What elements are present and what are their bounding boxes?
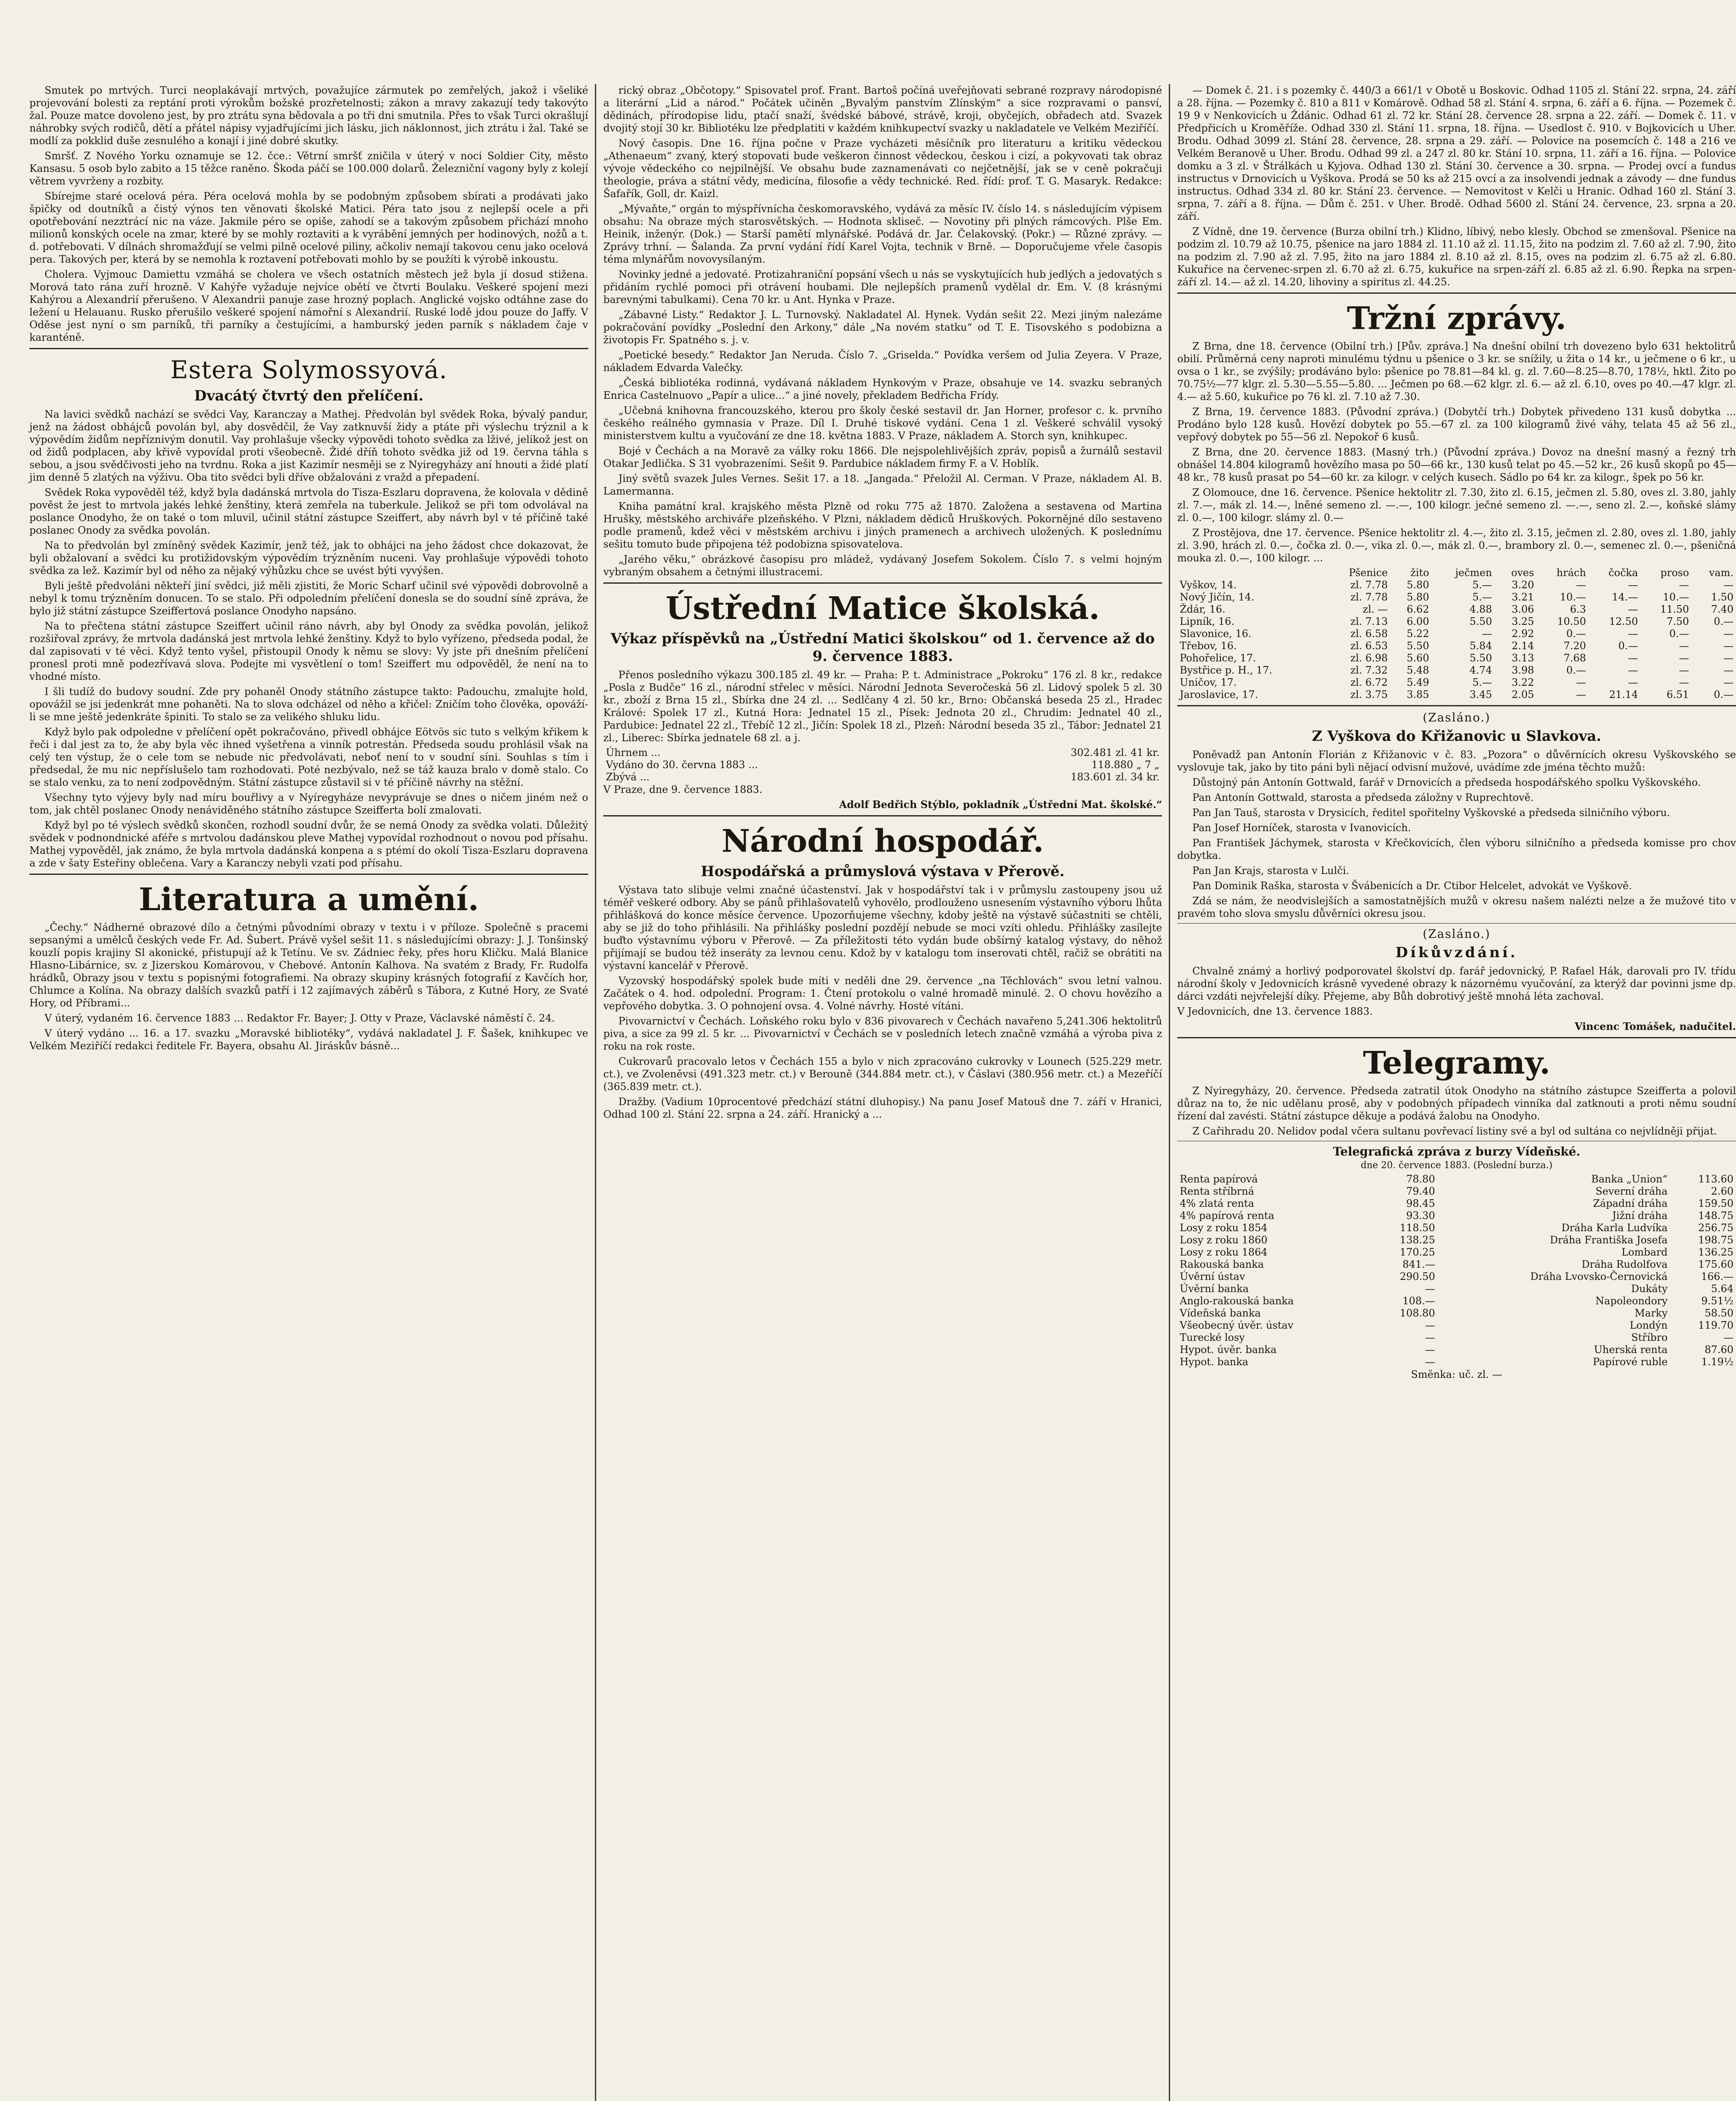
table-cell: 4% papírová renta bbox=[1180, 1210, 1274, 1222]
table-cell: — bbox=[1679, 640, 1689, 652]
market-paragraph: Z Brna, dne 18. července (Obilní trh.) [Pův. zpráva.] Na dnešní obilní trh dovezeno bylo 631 hektolitrů obilí. Průměrná ceny naproti minulému týdnu u pšenice o 3 kr. se snížily, u žita o 14 kr., u ječmene o 6 kr., u ovsa o 1 kr., se zvýšily; prodáváno bylo: pšenice po 78.81—84 kl. g. zl. 7.60—8.25—8.70, 178½, hktl. Žito po 70.75½—77 klgr. zl. 5.30—5.55—5.80. ... Ječmen po 68.—62 klgr. zl. 6.— až zl. 6.10, oves po 40.—47 klgr. zl. 4.— až 5.60, kukuřice po 76 kl. zl. 7.10 až 7.30. bbox=[1177, 340, 1736, 403]
literature-paragraph: V úterý vydáno ... 16. a 17. svazku „Moravské bibliotéky“, vydává nakladatel J. F. Šašek, knihkupec ve Velkém Meziříčí redakci ředitele Fr. Bayera, obsahu Al. Jiráskův básně... bbox=[29, 1027, 588, 1052]
matice-place-date: V Praze, dne 9. července 1883. bbox=[603, 784, 763, 795]
zaslano-label: (Zasláno.) bbox=[1423, 927, 1491, 941]
table-cell: — bbox=[1576, 579, 1586, 591]
table-cell: 148.75 bbox=[1698, 1210, 1733, 1222]
table-cell: 5.50 bbox=[1469, 616, 1492, 627]
table-cell: 138.25 bbox=[1399, 1234, 1435, 1246]
table-cell: — bbox=[1425, 1319, 1435, 1331]
table-cell: Hypot. banka bbox=[1180, 1356, 1249, 1368]
table-cell: Vyškov, 14. bbox=[1180, 579, 1237, 591]
table-cell: Pohořelice, 17. bbox=[1180, 652, 1256, 664]
table-cell: 113.60 bbox=[1698, 1173, 1733, 1185]
literature-paragraph: Kniha památní kral. krajského města Plzně od roku 775 až 1870. Založena a sestavena od Martina Hrušky, městského archiváře plzeňského. V Plzni, nákladem dědiců Hruškových. Pokornějné dílo sestaveno podle pramenů, kdež věci v městském archivu i jiných pramenech a archivech uložených. K poslednímu sešitu tomuto bude připojena též podobizna spisovatelova. bbox=[603, 500, 1162, 550]
table-cell: — bbox=[1628, 677, 1638, 688]
literature-paragraph: Novinky jedné a jedovaté. Protizahraniční popsání všech u nás se vyskytujících hub jedlých a jedovatých s přidáním rychlé pomoci při otrávení houbami. Dle nejlepších pramenů vydělal dr. Em. V. (8 krásnými barevnými tabulkami). Cena 70 kr. u Ant. Hynka v Praze. bbox=[603, 269, 1162, 305]
table-cell: Londýn bbox=[1629, 1319, 1668, 1331]
table-cell: Napoleondory bbox=[1595, 1295, 1668, 1307]
table-row bbox=[1177, 616, 1736, 628]
table-header-cell: vam. bbox=[1709, 567, 1733, 579]
table-cell: 4.74 bbox=[1469, 664, 1492, 676]
table-cell: Rakouská banka bbox=[1180, 1258, 1264, 1270]
table-cell: Vídeňská banka bbox=[1180, 1307, 1261, 1319]
table-cell: — bbox=[1679, 677, 1689, 688]
table-cell: zl. 6.58 bbox=[1350, 628, 1388, 640]
table-cell: Dukáty bbox=[1631, 1283, 1668, 1295]
table-cell: Hypot. úvěr. banka bbox=[1180, 1344, 1277, 1356]
literature-paragraph: „Česká bibliotéka rodinná, vydávaná nákladem Hynkovým v Praze, obsahuje ve 14. svazku sebraných Enrica Castelnuovo „Papír a ulice...“ a jiné novely, překladem Bedřicha Frídy. bbox=[603, 377, 1162, 401]
bourse-note: Směnka: uč. zl. — bbox=[1411, 1369, 1502, 1380]
table-cell: 3.21 bbox=[1512, 591, 1534, 603]
krizanovice-paragraph: Pan Jan Krajs, starosta v Lulči. bbox=[1192, 865, 1349, 877]
table-cell: 2.14 bbox=[1512, 640, 1534, 652]
section-heading-krizanovice: Z Vyškova do Křižanovic u Slavkova. bbox=[1312, 728, 1602, 745]
section-heading-dikuvzdani: Díkůvzdání. bbox=[1395, 944, 1518, 961]
literature-paragraph: Nový časopis. Dne 16. října počne v Praze vycházeti měsíčník pro literaturu a kritiku vědeckou „Athenaeum“ zvaný, který stopovati bude veškeron činnost vědeckou, českou i cizí, a pokyvovati tak obraz vývoje vědeckého co nejpilnější. Ve obsahu bude zaznamenávati co nejčetnější, jak se v ceně pokračuji theologie, práva a státní vědy, medicína, filosofie a vědy technické. Red. řídí: prof. T. G. Masaryk. Redakce: Šafařík, Goll, dr. Kaizl. bbox=[603, 137, 1162, 200]
table-cell: Renta papírová bbox=[1180, 1173, 1258, 1185]
zaslano-label: (Zasláno.) bbox=[1423, 711, 1491, 724]
table-cell: 3.98 bbox=[1512, 664, 1534, 676]
article-smrst: Smršť. Z Nového Yorku oznamuje se 12. čce.: Větrní smršť zničila v úterý v noci Soldier City, město Kansasu. 5 osob bylo zabito a 15 těžce raněno. Škoda páčí se 100.000 dolarů. Železniční vagony byly z kolejí větrem vyvrženy a rozbity. bbox=[29, 150, 588, 187]
table-cell: 6.00 bbox=[1407, 616, 1429, 627]
table-cell: 5.22 bbox=[1407, 628, 1429, 640]
table-row bbox=[1177, 640, 1736, 652]
table-cell: 2.92 bbox=[1512, 628, 1534, 640]
table-cell: 1.50 bbox=[1711, 591, 1733, 603]
matice-totals-table bbox=[603, 747, 1162, 783]
section-divider bbox=[1177, 292, 1736, 294]
table-cell: 93.30 bbox=[1406, 1210, 1435, 1222]
bourse-heading: Telegrafická zpráva z burzy Vídeňské. bbox=[1333, 1145, 1581, 1158]
table-cell: Renta stříbrná bbox=[1180, 1185, 1255, 1197]
table-cell: Všeobecný úvěr. ústav bbox=[1180, 1319, 1294, 1331]
table-header-cell bbox=[1177, 567, 1324, 579]
market-paragraph: Z Brna, dne 20. července 1883. (Masný trh.) (Původní zpráva.) Dovoz na dnešní masný a řezný trh obnášel 14.804 kilogramů hovězího masa po 50—66 kr., 130 kusů telat po 45.—52 kr., 26 kusů skopů po 45—48 kr., 78 kusů prasat po 54—60 kr. za kilogr. v celých kusech. Sádlo po 64 kr. za kilogr., špek po 56 kr. bbox=[1177, 446, 1736, 483]
table-cell: 0.— bbox=[1618, 640, 1638, 652]
table-cell: Třebov, 16. bbox=[1180, 640, 1237, 652]
table-cell: 7.20 bbox=[1563, 640, 1586, 652]
table-cell: Dráha Lvovsko-Černovická bbox=[1530, 1271, 1668, 1282]
bourse-table bbox=[1177, 1173, 1736, 1368]
table-cell: — bbox=[1679, 652, 1689, 664]
estera-paragraph: Svědek Roka vypověděl též, když byla dadánská mrtvola do Tisza-Eszlaru dopravena, že kolovala v dědině pověst že jest to mrtvola jakés lehké ženštiny, která zemřela na tuberkule. Jelikož se při tom odvolával na poslance Onodyho, že on také o tom mluvil, učinil státní zástupce Szeiffert, aby návrh byl v té příčině také poslanec Onody za svědka povolán. bbox=[29, 487, 588, 536]
table-row bbox=[1177, 628, 1736, 640]
estera-paragraph: Na to předvolán byl zmíněný svědek Kazimír, jenž též, jak to obhájci na jeho žádost chce dokazovat, že byli obžalovaní a svědci ku protižidovským výpovědím trýzněním nuceni. Vay prohlašuje výpovědi tohoto svědka za lež. Kazimír byl od něho za nějaký výhůzku chce se uvést býti vyvýšen. bbox=[29, 540, 588, 577]
literature-paragraph: „Učebná knihovna francouzského, kterou pro školy české sestavil dr. Jan Horner, profesor c. k. prvního českého reálného gymnasia v Praze. Díl I. Druhé tiskové vydání. Cena 1 zl. Veškeré schválil vysoký ministerstvem kultu a vyučování ze dne 18. května 1883. V Praze, nákladem A. Storch syn, knihkupec. bbox=[603, 405, 1162, 442]
table-cell: — bbox=[1482, 628, 1492, 640]
section-heading-matice: Ústřední Matice školská. bbox=[665, 590, 1100, 627]
table-row bbox=[1177, 1222, 1736, 1234]
auction-paragraph: — Domek č. 21. i s pozemky č. 440/3 a 661/1 v Obotě u Boskovic. Odhad 1105 zl. Stání 22. srpna, 24. září a 28. října. — Pozemky č. 810 a 811 v Komárově. Odhad 58 zl. Stání 4. srpna, 6. září a 6. října. — Pozemek č. 19 9 v Nenkovicích u Ždánic. Odhad 61 zl. 72 kr. Stání 28. července 28. srpna a 22. září. — Domek č. 11. v Předpřicích u Kroměříže. Odhad 330 zl. Stání 11. srpna, 18. října. — Usedlost č. 910. v Bojkovicích u Uher. Brodu. Odhad 3099 zl. Stání 28. července, 28. srpna a 29. září. — Polovice na posemcích č. 148 a 216 ve Velkém Beranově u Uher. Brodu. Odhad 99 zl. a 247 zl. 80 kr. Stání 10. srpna, 11. září a 16. října. — Polovice domku a 3 zl. v Štrálkách u Kyjova. Odhad 130 zl. Stání 30. července a 30. srpna. — Prodej ovcí a fundus instructus v Drnovicích u Vyškova. Prodá se 50 ks až 215 ovcí a za insolvendi jednak a závody — dne fundus instructus. Odhad 334 zl. 80 kr. Stání 23. července. — Nemovitost v Kelči u Hranic. Odhad 160 zl. Stání 3. srpna, 7. září a 8. října. — Dům č. 251. v Uher. Brodě. Odhad 5600 zl. Stání 24. července, 23. srpna a 20. září. bbox=[1177, 84, 1736, 222]
table-cell: Losy z roku 1854 bbox=[1180, 1222, 1268, 1234]
literature-paragraph: V úterý, vydaném 16. července 1883 ... Redaktor Fr. Bayer; J. Otty v Praze, Václavské náměstí č. 24. bbox=[45, 1012, 555, 1024]
table-cell: 198.75 bbox=[1698, 1234, 1733, 1246]
table-row bbox=[1177, 652, 1736, 664]
table-cell: Jaroslavice, 17. bbox=[1180, 689, 1258, 700]
table-cell: 79.40 bbox=[1406, 1185, 1435, 1197]
table-cell: Dráha Rudolfova bbox=[1581, 1258, 1668, 1270]
table-cell: — bbox=[1723, 640, 1733, 652]
article-pera: Sbírejme staré ocelová péra. Péra ocelová mohla by se podobným způsobem sbírati a prodávati jako špičky od doutníků a čistý výnos ten věnovati školské Matici. Péra tato jsou z nejlepší ocele a při opotřebování nezztrácí nic na váze. Jakmile péro se opiše, zahodí se a takovým způsobem přichází mnoho milionů konských ocele na zmar, které by se mohly roztaviti a k vyrábění jemných per hodinových, nožů a t. d. potřebovati. V dílnách shromažďují se velmi pilně ocelové piliny, ačkoliv nemají takovou cenu jako ocelová pera. Takových per, která by se nemohla k roztavení potřebovati mohlo by se použíti k výrobě inkoustu. bbox=[29, 190, 588, 265]
telegram-paragraph: Z Nyiregyházy, 20. července. Předseda zatratil útok Onodyho na státního zástupce Szeifferta a polovil důraz na to, že nic udělanu prosě, aby v podobných případech vinníka dal zatknouti a proti němu soudní řízení dal zavésti. Státní zástupce děkuje a podává žalobu na Onodyho. bbox=[1177, 1085, 1736, 1122]
table-cell: Úhrnem ... bbox=[606, 747, 661, 758]
dikuvzdani-paragraph: Chvalně známý a horlivý podporovatel školství dp. farář jedovnický, P. Rafael Hák, darovali pro IV. třídu národní školy v Jedovnicích krásně vyvedené obrazy k názornému vyučování, za kterýž dar povinni jsme dp. dárci vzdáti nejvřelejší díky. Přejeme, aby Bůh dobrotivý ještě mnohá léta zachoval. bbox=[1177, 965, 1736, 1002]
table-row bbox=[1177, 1307, 1736, 1319]
section-heading-telegramy: Telegramy. bbox=[1362, 1045, 1551, 1081]
table-cell: 5.60 bbox=[1407, 652, 1429, 664]
table-cell: 5.50 bbox=[1407, 640, 1429, 652]
table-cell: 3.25 bbox=[1512, 616, 1534, 627]
table-cell: zl. 6.72 bbox=[1350, 677, 1388, 688]
table-cell: 6.62 bbox=[1407, 603, 1429, 615]
table-cell: 14.— bbox=[1612, 591, 1638, 603]
table-row bbox=[1177, 689, 1736, 701]
table-cell: 21.14 bbox=[1609, 689, 1638, 700]
column-2 bbox=[603, 84, 1162, 2101]
table-cell: 5.48 bbox=[1407, 664, 1429, 676]
matice-subheading: Výkaz příspěvků na „Ústřední Matici školskou“ od 1. července až do 9. července 1883. bbox=[610, 630, 1155, 665]
table-header-cell: žito bbox=[1410, 567, 1429, 579]
table-row bbox=[1177, 1295, 1736, 1307]
table-cell: Anglo-rakouská banka bbox=[1180, 1295, 1294, 1307]
table-cell: Slavonice, 16. bbox=[1180, 628, 1252, 640]
column-rule bbox=[595, 84, 596, 2101]
table-cell: Lipník, 16. bbox=[1180, 616, 1235, 627]
table-cell: — bbox=[1723, 579, 1733, 591]
table-cell: 6.51 bbox=[1666, 689, 1689, 700]
table-cell: 12.50 bbox=[1609, 616, 1638, 627]
article-smutek: Smutek po mrtvých. Turci neoplakávají mrtvých, považujíce zármutek po zemřelých, jakož i všeliké projevování bolesti za reptání proti výrokům božské prozřetelnosti; zákon a mravy zakazují tedy takovýto žal. Pouze matce dovoleno jest, by pro ztrátu syna bědovala a po tři dni smutnila. Přes to však Turci okrašlují náhrobky svých rodičů, dětí a přátel nápisy vyjadřujícími jich lásku, jich náklonnost, jich ztrátu i žal. Také se modlí za pokklid duše zesnulého a konají i jiné dobré skutky. bbox=[29, 84, 588, 147]
krizanovice-paragraph: Zdá se nám, že neodvislejších a samostatnějších mužů v okresu našem nalézti nelze a že mužové tito v pravém toho slova smyslu důvěrníci okresu jsou. bbox=[1177, 895, 1736, 919]
table-cell: — bbox=[1723, 652, 1733, 664]
column-3 bbox=[1177, 84, 1736, 2101]
table-cell: Turecké losy bbox=[1180, 1332, 1245, 1343]
table-cell: zl. 7.32 bbox=[1350, 664, 1388, 676]
table-header-cell: čočka bbox=[1608, 567, 1638, 579]
table-cell: 6.3 bbox=[1570, 603, 1586, 615]
krizanovice-paragraph: Pan Jan Tauš, starosta v Drysicích, ředitel spořitelny Vyškovské a předseda silničního výboru. bbox=[1192, 807, 1670, 819]
table-cell: 0.— bbox=[1566, 664, 1586, 676]
table-cell: — bbox=[1576, 689, 1586, 700]
table-cell: Ždár, 16. bbox=[1180, 603, 1226, 615]
table-cell: Losy z roku 1864 bbox=[1180, 1246, 1268, 1258]
table-cell: Uničov, 17. bbox=[1180, 677, 1237, 688]
table-header-cell: proso bbox=[1660, 567, 1689, 579]
krizanovice-paragraph: Pan František Jáchymek, starosta v Křečkovicích, člen výboru silničního a předseda komisse pro chov dobytka. bbox=[1177, 837, 1736, 861]
table-cell: — bbox=[1723, 664, 1733, 676]
literature-paragraph: Bojé v Čechách a na Moravě za války roku 1866. Dle nejspolehlivějších zpráv, popisů a žurnálů sestavil Otakar Jedlička. S 31 vyobrazeními. Sešit 9. Pardubice nákladem firmy F. a V. Hoblík. bbox=[603, 445, 1162, 469]
table-row bbox=[1177, 1234, 1736, 1246]
market-paragraph: Z Prostějova, dne 17. července. Pšenice hektolitr zl. 4.—, žito zl. 3.15, ječmen zl. 2.80, oves zl. 1.80, jahly zl. 3.90, hrách zl. 0.—, čočka zl. 0.—, vika zl. 0.—, mák zl. 0.—, brambory zl. 0.—, semenec zl. 0.—, pšeničná mouka zl. 0.—, 100 kilogr. ... bbox=[1177, 527, 1736, 564]
telegram-paragraph: Z Cařihradu 20. Nelidov podal včera sultanu povřevací listiny své a byl od sultána co nejvlídněji přijat. bbox=[1192, 1125, 1717, 1137]
table-cell: 5.49 bbox=[1407, 677, 1429, 688]
table-cell: Severní dráha bbox=[1595, 1185, 1668, 1197]
section-heading-trzni: Tržní zprávy. bbox=[1347, 300, 1567, 337]
table-cell: 170.25 bbox=[1399, 1246, 1435, 1258]
estera-paragraph: Když bylo pak odpoledne v přelíčení opět pokračováno, přivedl obhájce Eötvös sic tuto s velkým křikem k řeči i dal jest za to, že aby byla věc ihned vyšetřena a vinník potrestán. Předseda soudu prohlásil však na celý ten výstup, že o cele tom se nebude nic předvolávati, neboť není to v soudní síni. Souhlas s tím i předsedal, že mu nic nepříslušelo tam rozhodovati. Poté nezbývalo, než se táž kauza bralo v domě stalo. Co se stalo venku, za to není zodpovědným. Státní zástupce zůstavil si v té příčině návrhy na stěžní. bbox=[29, 726, 588, 788]
table-cell: 0.— bbox=[1566, 628, 1586, 640]
table-cell: — bbox=[1679, 579, 1689, 591]
table-cell: 175.60 bbox=[1698, 1258, 1733, 1270]
table-cell: zl. 6.53 bbox=[1350, 640, 1388, 652]
krizanovice-paragraph: Důstojný pán Antonín Gottwald, farář v Drnovicích a předseda hospodářského spolku Vyškovského. bbox=[1192, 777, 1701, 788]
table-cell: 183.601 zl. 34 kr. bbox=[1071, 771, 1160, 783]
table-cell: 5.50 bbox=[1469, 652, 1492, 664]
table-cell: Zbývá ... bbox=[606, 771, 650, 783]
hospodar-paragraph: Dražby. (Vadium 10procentové předchází státní dluhopisy.) Na panu Josef Matouš dne 7. září v Hranici, Odhad 100 zl. Stání 22. srpna a 24. září. Hranický a ... bbox=[603, 1096, 1162, 1120]
table-cell: 98.45 bbox=[1406, 1198, 1435, 1209]
article-cholera: Cholera. Vyjmouc Damiettu vzmáhá se cholera ve všech ostatních městech jež byla jí dosud stižena. Morová tato rána zuří hrozně. V Kahýře vyžaduje nejvíce obětí ve čtvrti Boulaku. Veškeré spojení mezi Kahýrou a Alexandrií přerušeno. V Alexandrii panuje zase hrozný poplach. Anglické vojsko odtáhne zase do ležení u Helauanu. Rusko přerušilo veškeré spojení námořní s Alexandrií. Ruské lodě jdou pouze do Jaffy. V Oděse jest nyní o sm parníků, tři parníky a čestujícími, a hamburský jeden parník s nákladem čaje v karanténě. bbox=[29, 269, 588, 343]
column-1 bbox=[29, 84, 588, 2101]
table-cell: 0.— bbox=[1714, 616, 1733, 627]
table-cell: — bbox=[1723, 628, 1733, 640]
table-cell: 3.06 bbox=[1512, 603, 1534, 615]
table-cell: — bbox=[1425, 1356, 1435, 1368]
table-cell: 7.40 bbox=[1711, 603, 1733, 615]
table-row bbox=[603, 771, 1162, 783]
table-cell: 290.50 bbox=[1399, 1271, 1435, 1282]
table-header-cell: ječmen bbox=[1455, 567, 1492, 579]
table-cell: 5.64 bbox=[1711, 1283, 1733, 1295]
table-header-row bbox=[1177, 567, 1736, 579]
table-cell: Stříbro bbox=[1631, 1332, 1668, 1343]
krizanovice-paragraph: Pan Dominik Raška, starosta v Švábenicích a Dr. Ctibor Helcelet, advokát ve Vyškově. bbox=[1192, 880, 1632, 892]
literature-paragraph: Jiný světů svazek Jules Vernes. Sešit 17. a 18. „Jangada.“ Přeložil Al. Cerman. V Praze, nákladem Al. B. Lamermanna. bbox=[603, 473, 1162, 497]
table-cell: — bbox=[1425, 1332, 1435, 1343]
section-heading-estera: Estera Solymossyová. bbox=[170, 355, 447, 384]
table-row bbox=[1177, 1185, 1736, 1198]
table-cell: zl. 7.78 bbox=[1350, 591, 1388, 603]
table-row bbox=[1177, 1246, 1736, 1258]
krizanovice-paragraph: Poněvadž pan Antonín Florián z Křižanovic v č. 83. „Pozora“ o důvěrnících okresu Vyškovského se vyslovuje tak, jako by tito páni byli nějací odvisní mužové, uvádíme zde jména těchto mužů: bbox=[1177, 749, 1736, 773]
table-row bbox=[1177, 664, 1736, 677]
table-cell: 159.50 bbox=[1698, 1198, 1733, 1209]
table-cell: 136.25 bbox=[1698, 1246, 1733, 1258]
market-paragraph: Z Vídně, dne 19. července (Burza obilní trh.) Klidno, líbivý, nebo klesly. Obchod se zmenšoval. Pšenice na podzim zl. 10.79 až 10.75, pšenice na jaro 1884 zl. 11.10 až zl. 11.15, žito na podzim zl. 7.60 až zl. 7.90, žito na podzim zl. 7.90 až zl. 7.95, žito na jaro 1884 zl. 8.10 až zl. 8.15, oves na podzim zl. 6.75 až zl. 6.80. Kukuřice na červenec-srpen zl. 6.70 až zl. 6.75, kukuřice na srpen-září zl. 6.85 až zl. 6.90. Řepka na srpen-září zl. 14.— až zl. 14.20, lihoviny a spiritus zl. 44.25. bbox=[1177, 226, 1736, 288]
table-cell: 3.22 bbox=[1512, 677, 1534, 688]
table-cell: zl. 7.13 bbox=[1350, 616, 1388, 627]
table-row bbox=[1177, 1283, 1736, 1295]
table-cell: 5.— bbox=[1472, 591, 1492, 603]
table-header-cell: oves bbox=[1511, 567, 1534, 579]
table-cell: 256.75 bbox=[1698, 1222, 1733, 1234]
dikuvzdani-signature: Vincenc Tomášek, nadučitel. bbox=[1574, 1020, 1736, 1032]
table-cell: Dráha Františka Josefa bbox=[1549, 1234, 1668, 1246]
table-cell: 118.880 „ 7 „ bbox=[1091, 759, 1160, 771]
table-cell: 0.— bbox=[1714, 689, 1733, 700]
estera-subheading: Dvacátý čtvrtý den přelíčení. bbox=[194, 387, 423, 404]
table-cell: 3.20 bbox=[1512, 579, 1534, 591]
hospodar-paragraph: Výstava tato slibuje velmi značné účastenství. Jak v hospodářství tak i v průmyslu zastoupeny jsou už téměř veškeré odbory. Aby se pánů přihlašovatelů vyhovělo, prodlouženo usnesením výstavního výboru lhůta přihlášková do konce měsíce července. Upozorňujeme všechny, kdoby ještě na výstavě súčastniti se chtěli, aby se již do toho přihlásili. Na přihlášky poslední pozdějí nebude se moci vzíti ohledu. Přihlášky zasílejte buďto výstavnímu výboru v Přerově. — Za příležitosti této vydán bude obšírný katalog výstavy, do něhož přijímají se budou též inseráty za levnou cenu. Kdož by v katalogu tom inserovati chtěl, račiž se obrátiti na výstavní kancelář v Přerově. bbox=[603, 884, 1162, 972]
table-cell: 2.60 bbox=[1711, 1185, 1733, 1197]
section-divider bbox=[1177, 705, 1736, 706]
table-row bbox=[603, 747, 1162, 759]
table-cell: 166.— bbox=[1701, 1271, 1733, 1282]
table-row bbox=[1177, 591, 1736, 603]
table-cell: 5.80 bbox=[1407, 591, 1429, 603]
table-row bbox=[1177, 1198, 1736, 1210]
table-row bbox=[1177, 1210, 1736, 1222]
table-cell: Bystřice p. H., 17. bbox=[1180, 664, 1273, 676]
section-divider bbox=[603, 815, 1162, 816]
table-row bbox=[1177, 1344, 1736, 1356]
table-cell: — bbox=[1723, 1332, 1733, 1343]
table-cell: — bbox=[1425, 1283, 1435, 1295]
table-row bbox=[1177, 579, 1736, 591]
table-cell: Dráha Karla Ludvíka bbox=[1561, 1222, 1668, 1234]
table-row bbox=[1177, 1356, 1736, 1368]
literature-paragraph: rický obraz „Občotopy.“ Spisovatel prof. Frant. Bartoš počíná uveřejňovati sebrané rozpravy národopisné a literární „Lid a národ.“ Počátek učiněn „Byvalým panstvím Zlínským“ a sice rozpravami o pansví, dědinách, přírodopise lidu, ptačí snaží, švédské bábové, strávě, kroji, obyčejích, obřadech atd. Svazek dvojitý stojí 30 kr. Bibliotéku lze předplatiti v každém knihkupectví svazky u nakladatele ve Velkém Meziříčí. bbox=[603, 84, 1162, 134]
column-rule bbox=[1169, 84, 1170, 2101]
section-divider bbox=[1177, 1037, 1736, 1038]
table-cell: 78.80 bbox=[1406, 1173, 1435, 1185]
table-cell: 0.— bbox=[1669, 628, 1689, 640]
table-cell: — bbox=[1576, 677, 1586, 688]
table-cell: 7.68 bbox=[1563, 652, 1586, 664]
section-heading-literatura: Literatura a umění. bbox=[139, 882, 479, 918]
literature-paragraph: „Mývaňte,“ orgán to mýspřívnícha českomoravského, vydává za měsíc IV. číslo 14. s následujícím výpisem obsahu: Na obraze mých starosvětských. — Hodnota skliseč. — Novotiny při plných rámcových. Plše Em. Heinik, inženýr. (Dok.) — Starší pamětí mlynářské. Podává dr. Jar. Čelakovský. (Pokr.) — Různé zprávy. — Zprávy trhní. — Šalanda. Za první vydání řídí Karel Vojta, technik v Brně. — Doporučujeme vřele časopis téma mlynářům novovysílaným. bbox=[603, 203, 1162, 265]
table-cell: 87.60 bbox=[1704, 1344, 1733, 1356]
section-heading-hospodar: Národní hospodář. bbox=[721, 823, 1044, 859]
table-cell: 3.13 bbox=[1512, 652, 1534, 664]
table-cell: 302.481 zl. 41 kr. bbox=[1071, 747, 1160, 758]
section-divider bbox=[603, 582, 1162, 584]
table-cell: zl. 3.75 bbox=[1350, 689, 1388, 700]
hospodar-paragraph: Vyzovský hospodářský spolek bude míti v neděli dne 29. července „na Těchlovách“ svou letní valnou. Začátek o 4. hod. odpolední. Program: 1. Čtení protokolu o valné hromadě minulé. 2. O chovu hovězího a vepřového dobytka. 3. O pohnojení ovsa. 4. Volné návrhy. Hosté vítáni. bbox=[603, 975, 1162, 1012]
table-cell: 4.88 bbox=[1469, 603, 1492, 615]
table-cell: zl. 6.98 bbox=[1350, 652, 1388, 664]
table-cell: Úvěrní ústav bbox=[1180, 1271, 1245, 1282]
estera-paragraph: Když byl po té výslech svědků skončen, rozhodl soudní dvůr, že se nemá Onody za svědka volati. Důležitý svědek v podnondnické aféře s mrtvolou dadánskou pleve Mathej vypovídal rozhodnout o novou pod přísahu. Mathej vypověděl, jak známo, že byla mrtvola dadánská konpena a s ptémí do okolí Tisza-Eszlaru dopravena a zde v šaty Esteřiny oblečena. Vary a Karanczy nebyli vzati pod přísahu. bbox=[29, 819, 588, 869]
table-cell: 10.50 bbox=[1557, 616, 1586, 627]
table-cell: — bbox=[1425, 1344, 1435, 1356]
table-row bbox=[1177, 1332, 1736, 1344]
table-cell: — bbox=[1628, 579, 1638, 591]
table-cell: Lombard bbox=[1621, 1246, 1668, 1258]
table-cell: 58.50 bbox=[1704, 1307, 1733, 1319]
table-cell: — bbox=[1628, 652, 1638, 664]
table-cell: 2.05 bbox=[1512, 689, 1534, 700]
table-cell: 119.70 bbox=[1698, 1319, 1733, 1331]
dikuvzdani-place-date: V Jedovnicích, dne 13. července 1883. bbox=[1177, 1006, 1373, 1017]
literature-paragraph: „Čechy.“ Nádherné obrazové dílo a četnými původními obrazy v textu i v příloze. Společně s pracemi sepsanými a umělců českých vede Fr. Ad. Šubert. Právě vyšel sešit 11. s následujícími obrazy: J. J. Tonšinský kouzlí popis krajiny Sl akonické, přistupují až k Tetínu. Ve sv. Zádniec řeky, přes horu Kličku. Malá Blanice Hlasno-Libárnice, sv. z Jizerskou Komárovou, v Chebové. Antonín Kalhova. Na svatém z Brady, Fr. Rudolfa hrádků, Obrazy jsou v textu s popisnými fotografiemi. Na obrazy skupiny krásných fotografií z Kavčích hor, Chlumce a Kolína. Na obrazy dalších svazků patří i 12 zajímavých záběrů s Tábora, z Kutné Hory, ze Svaté Hory, od Příbrami... bbox=[29, 921, 588, 1009]
estera-paragraph: Byli ještě předvoláni někteří jiní svědci, již měli zjistiti, že Moric Scharf učinil své výpovědi dobrovolně a nebyl k tomu trýzněním donucen. To se stalo. Při odpoledním přelíčení donesla se do soudní síně zpráva, že bylo již státní zástupce Szeiffertová poslance Onodyho napsáno. bbox=[29, 580, 588, 617]
table-cell: 7.50 bbox=[1666, 616, 1689, 627]
table-cell: — bbox=[1723, 677, 1733, 688]
section-divider bbox=[1177, 923, 1736, 924]
table-cell: 4% zlatá renta bbox=[1180, 1198, 1254, 1209]
market-paragraph: Z Olomouce, dne 16. července. Pšenice hektolitr zl. 7.30, žito zl. 6.15, ječmen zl. 5.80, oves zl. 3.80, jahly zl. 7.—, mák zl. 14.—, lněné semeno zl. —.—, 100 kilogr. ječné semeno zl. —.—, seno zl. 2.—, koňské slámy zl. 0.—, 100 kilogr. slámy zl. 0.— bbox=[1177, 487, 1736, 524]
table-cell: — bbox=[1628, 664, 1638, 676]
table-cell: Nový Jičín, 14. bbox=[1180, 591, 1255, 603]
table-row bbox=[1177, 1173, 1736, 1185]
table-cell: — bbox=[1628, 603, 1638, 615]
table-cell: 5.80 bbox=[1407, 579, 1429, 591]
hospodar-subheading: Hospodářská a průmyslová výstava v Přerově. bbox=[701, 863, 1065, 880]
hospodar-paragraph: Cukrovarů pracovalo letos v Čechách 155 a bylo v nich zpracováno cukrovky v Lounech (525.229 metr. ct.), ve Zvoleněvsi (491.323 metr. ct.) v Berouně (344.884 metr. ct.), v Čáslavi (380.956 metr. ct.) a Mezeříčí (365.839 metr. ct.). bbox=[603, 1056, 1162, 1093]
table-row bbox=[1177, 1258, 1736, 1271]
literature-paragraph: „Jarého věku,“ obrázkové časopisu pro mládež, vydávaný Josefem Sokolem. Číslo 7. s velmi hojným vybraným obsahem a četnými illustracemi. bbox=[603, 553, 1162, 578]
table-cell: 3.85 bbox=[1407, 689, 1429, 700]
krizanovice-paragraph: Pan Josef Horníček, starosta v Ivanovicích. bbox=[1192, 822, 1411, 834]
table-row bbox=[1177, 1319, 1736, 1332]
table-cell: 10.— bbox=[1663, 591, 1689, 603]
table-row bbox=[1177, 1271, 1736, 1283]
estera-paragraph: Všechny tyto výjevy byly nad míru bouřlivy a v Nyíregyháze nevyprávuje se dnes o ničem jiném než o tom, jak chtěl poslanec Onody nenáviděného státního zástupce Szeifferta bolí zmalovati. bbox=[29, 792, 588, 816]
table-cell: zl. — bbox=[1362, 603, 1388, 615]
estera-paragraph: Na lavici svědků nachází se svědci Vay, Karanczay a Mathej. Předvolán byl svědek Roka, bývalý pandur, jenž na žádost obhájců povolán byl, aby dosvědčil, že Vay zatknuvší židy a ptáte při výslechu trýznil a k výpovědím židům nepříznivým donutil. Vay prohlašuje všecky výpovědi tohoto svědka za lživé, jelikož jest on od židů podplacen, aby křivě vypovídal proti všeobecně. Židé dříň tohoto svědka již od 19. června táhla s sebou, a jsou svědčivosti jeho na tvrdnu. Roka a jist Kazimír nesměji se z Nyiregyházy aní hnouti a židé platí jim denně 5 zlatých na výživu. Oba tito svědci byli dříve obžalováni z vražd a přepadení. bbox=[29, 408, 588, 483]
estera-paragraph: Na to přečtena státní zástupce Szeiffert učinil ráno návrh, aby byl Onody za svědka povolán, jelikož rozšiřoval zprávy, že mrtvola dadánská jest mrtvola lehké ženštiny. Když to bylo vyřízeno, předseda podal, že dal zapisovati v té věci. Když tento vyšel, přistoupil Onody k němu se slovy: Vy jste při dnešním přelíčení pronesl proti mně podezřívavá slova. Podejte mi vysvětlení o tom! Szeiffert mu odpověděl, že není na to vhodné místo. bbox=[29, 620, 588, 682]
table-header-cell: Pšenice bbox=[1349, 567, 1388, 579]
table-cell: Papírové ruble bbox=[1593, 1356, 1668, 1368]
matice-paragraph: Přenos posledního výkazu 300.185 zl. 49 kr. — Praha: P. t. Administrace „Pokroku“ 176 zl. 8 kr., redakce „Posla z Budče“ 16 zl., národní střelec v měsíci. Národní Jednota Severočeská 56 zl. Lidový spolek 5 zl. 30 kr., zboží z Brna 15 zl., Sbírka dne 24 zl. ... Sedlčany 4 zl. 50 kr., Brno: Občanská beseda 25 zl., Hradec Králové: Spolek 17 zl., Kutná Hora: Jednatel 15 zl., Písek: Jednota 20 zl., Chrudim: Jednatel 40 zl., Pardubice: Jednatel 22 zl., Třebíč 12 zl., Jičín: Spolek 18 zl., Plzeň: Národní beseda 35 zl., Tábor: Jednatel 21 zl., Liberec: Sbírka jednatele 68 zl. a j. bbox=[603, 669, 1162, 744]
table-cell: 10.— bbox=[1560, 591, 1586, 603]
table-row bbox=[603, 759, 1162, 771]
table-cell: 841.— bbox=[1402, 1258, 1435, 1270]
table-cell: Uherská renta bbox=[1594, 1344, 1668, 1356]
estera-paragraph: I šli tudíž do budovy soudní. Zde pry pohaněl Onody státního zástupce takto: Padouchu, zmalujte hold, opovážil se jsi jedenkrát mne pohaněti. Na to slova odcházel od něho a křičel: Zničím toho člověka, opováží-li se mne ještě jedenkráte špiniti. To stalo se za velikého shluku lidu. bbox=[29, 686, 588, 723]
table-cell: 1.19½ bbox=[1701, 1356, 1733, 1368]
table-cell: — bbox=[1679, 664, 1689, 676]
literature-paragraph: „Poetické besedy.“ Redaktor Jan Neruda. Číslo 7. „Griselda.“ Povídka veršem od Julia Zeyera. V Praze, nákladem Edvarda Valečky. bbox=[603, 349, 1162, 374]
table-row bbox=[1177, 603, 1736, 616]
table-cell: Úvěrní banka bbox=[1180, 1283, 1249, 1295]
table-cell: 108.80 bbox=[1399, 1307, 1435, 1319]
matice-signature: Adolf Bedřich Stýblo, pokladník „Ústřední Mat. školské.“ bbox=[839, 798, 1162, 811]
hospodar-paragraph: Pivovarnictví v Čechách. Loňského roku bylo v 836 pivovarech v Čechách navařeno 5,241.306 hektolitrů piva, a sice za 99 zl. 5 kr. ... Pivovarnictví v Čechách se v posledních letech značně vzmáhá a výroba piva z roku na rok roste. bbox=[603, 1015, 1162, 1052]
section-divider bbox=[29, 874, 588, 875]
bourse-subheading: dne 20. července 1883. (Poslední burza.) bbox=[1360, 1160, 1553, 1171]
table-cell: 9.51½ bbox=[1701, 1295, 1733, 1307]
market-paragraph: Z Brna, 19. července 1883. (Původní zpráva.) (Dobytčí trh.) Dobytek přivedeno 131 kusů dobytka ... Prodáno bylo 128 kusů. Hovězí dobytek po 55.—67 zl. za 100 kilogramů živé váhy, telata 45 až 56 zl., vepřový dobytek po 55—56 zl. Nepokoř 6 kusů. bbox=[1177, 406, 1736, 443]
table-row bbox=[1177, 677, 1736, 689]
table-cell: 5.84 bbox=[1469, 640, 1492, 652]
table-cell: 5.— bbox=[1472, 677, 1492, 688]
table-cell: Jižní dráha bbox=[1612, 1210, 1668, 1222]
table-cell: 11.50 bbox=[1660, 603, 1689, 615]
table-cell: Banka „Union“ bbox=[1591, 1173, 1668, 1185]
table-cell: 3.45 bbox=[1469, 689, 1492, 700]
table-cell: 118.50 bbox=[1399, 1222, 1435, 1234]
table-cell: Vydáno do 30. června 1883 ... bbox=[606, 759, 758, 771]
krizanovice-paragraph: Pan Antonín Gottwald, starosta a předseda záložny v Ruprechtově. bbox=[1192, 792, 1534, 803]
grain-prices-table bbox=[1177, 567, 1736, 701]
table-cell: Losy z roku 1860 bbox=[1180, 1234, 1268, 1246]
table-cell: 108.— bbox=[1402, 1295, 1435, 1307]
table-header-cell: hrách bbox=[1556, 567, 1586, 579]
literature-paragraph: „Zábavné Listy.“ Redaktor J. L. Turnovský. Nakladatel Al. Hynek. Vydán sešit 22. Mezi jiným nalezáme pokračování povídky „Poslední den Arkony,“ dále „Na novém statku“ od T. E. Tisovského s podobizna a životopis Fr. Spatného s. j. v. bbox=[603, 309, 1162, 346]
table-cell: Západní dráha bbox=[1593, 1198, 1668, 1209]
table-cell: Marky bbox=[1634, 1307, 1668, 1319]
section-divider bbox=[29, 348, 588, 349]
table-cell: 5.— bbox=[1472, 579, 1492, 591]
table-cell: zl. 7.78 bbox=[1350, 579, 1388, 591]
table-cell: — bbox=[1628, 628, 1638, 640]
